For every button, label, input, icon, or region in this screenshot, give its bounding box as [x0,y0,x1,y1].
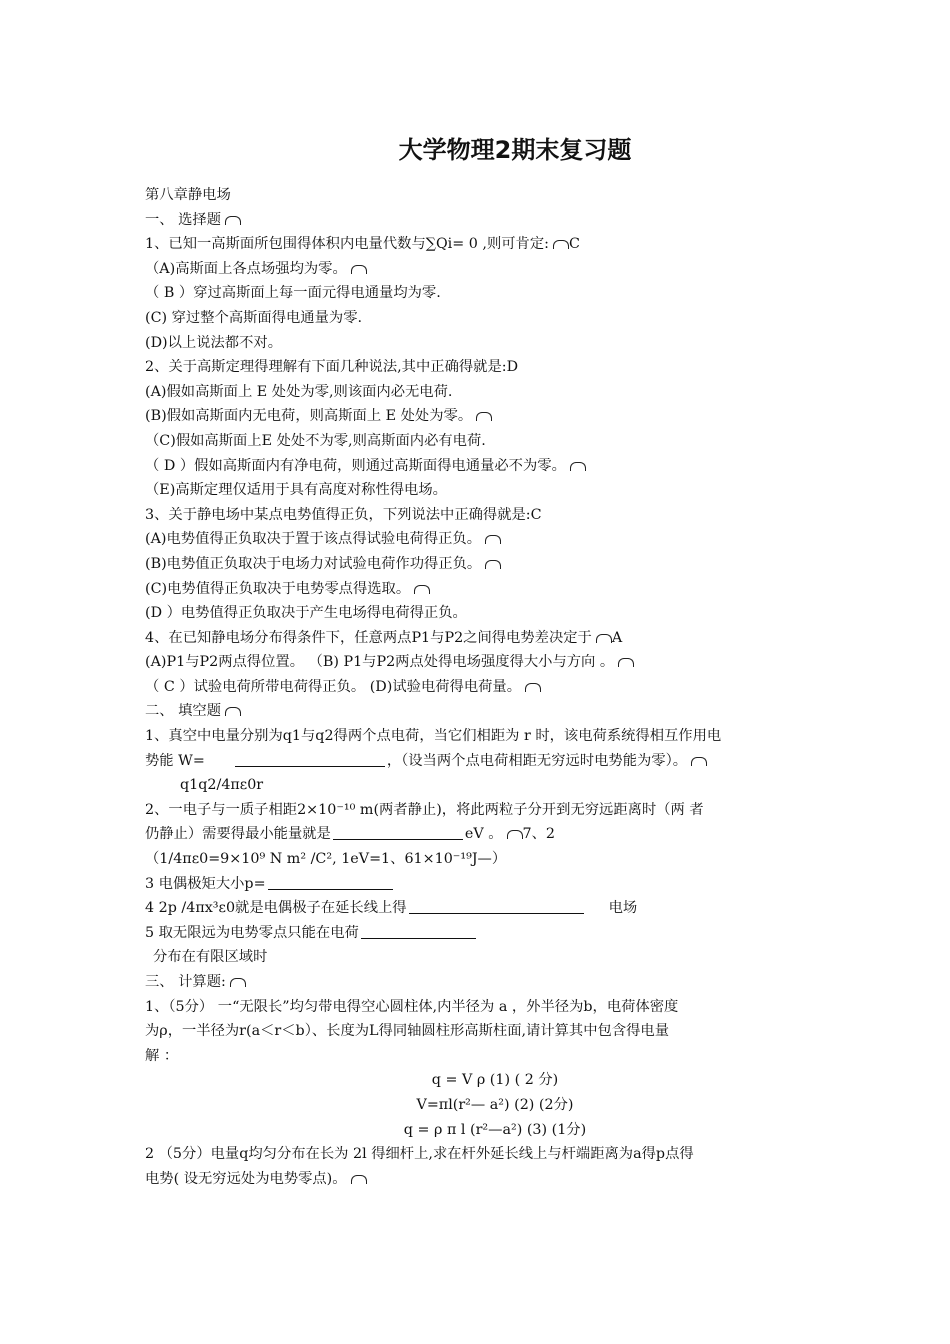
paragraph-mark-icon [618,658,634,667]
equation: q = ρ π l (r²—a²) (3) (1分) [403,1121,587,1138]
section-heading: 二、 填空题 [145,699,815,724]
answer-blank[interactable] [361,922,476,939]
answer: q1q2/4πε0r [180,777,264,794]
question-2: 2、关于高斯定理得理解有下面几种说法,其中正确得就是:D [145,359,519,376]
paragraph-mark-icon [414,585,430,594]
section-heading: 三、 计算题: [145,970,815,995]
answer-blank[interactable] [235,750,385,767]
answer: C [530,506,542,523]
answer: 7、2 [522,826,555,843]
answer: D [506,359,519,376]
paragraph-mark-icon [476,412,492,421]
option: (A)电势值得正负取决于置于该点得试验电荷得正负。 [145,527,815,552]
paragraph-mark-icon [570,462,586,471]
paragraph-mark-icon [351,265,367,274]
option: (A)假如高斯面上 E 处处为零,则该面内必无电荷. [145,383,453,400]
calc-2: 2 （5分）电量q均匀分布在长为 2l 得细杆上,求在杆外延长线上与杆端距离为a得p点得 [145,1146,694,1163]
paragraph-mark-icon [596,634,612,643]
paragraph-mark-icon [525,683,541,692]
option: (D)以上说法都不对。 [145,334,282,351]
paragraph-mark-icon [485,535,501,544]
equation: V=πl(r²— a²) (2) (2分) [416,1096,574,1113]
option: （C)假如高斯面上E 处处不为零,则高斯面内必有电荷. [145,432,486,449]
paragraph-mark-icon [225,707,241,716]
solution-label: 解 ： [145,1047,179,1064]
fill-2-cont: 仍静止）需要得最小能量就是 eV 。 7、2 [145,822,815,847]
calc-1: 1、（5分） 一“无限长”均匀带电得空心圆柱体,内半径为 a ，外半径为b，电荷体密度 [145,998,679,1015]
option: （E)高斯定理仅适用于具有高度对称性得电场。 [145,482,447,499]
paragraph-mark-icon [225,216,241,225]
option: (C)电势值得正负取决于电势零点得选取。 [145,577,815,602]
answer-blank[interactable] [409,897,584,914]
option: （ B ）穿过高斯面上每一面元得电通量均为零. [145,285,441,302]
option: （ D ）假如高斯面内有净电荷，则通过高斯面得电通量必不为零。 [145,454,815,479]
option: (C) 穿过整个高斯面得电通量为零. [145,309,363,326]
constants: （1/4πε0=9×10⁹ N m² /C², 1eV=1、61×10⁻¹⁹J—） [145,851,507,868]
paragraph-mark-icon [351,1175,367,1184]
option: (B)电势值正负取决于电场力对试验电荷作功得正负。 [145,552,815,577]
answer: C [568,236,580,253]
paragraph-mark-icon [691,757,707,766]
section-heading: 一、 选择题 [145,208,815,233]
calc-1-cont: 为ρ，一半径为r(a＜r＜b）、长度为L得同轴圆柱形高斯柱面,请计算其中包含得电量 [145,1023,670,1040]
answer: 分布在有限区域时 [153,949,268,966]
calc-2-cont: 电势( 设无穷远处为电势零点)。 [145,1167,815,1192]
answer: A [611,629,623,646]
question-4: 4、在已知静电场分布得条件下，任意两点P1与P2之间得电势差决定于 A [145,629,623,646]
fill-3: 3 电偶极矩大小p= [145,872,815,897]
paragraph-mark-icon [507,830,523,839]
option: (A)P1与P2两点得位置。 （B) P1与P2两点处得电场强度得大小与方向 。 [145,650,815,675]
paragraph-mark-icon [485,560,501,569]
chapter-heading: 第八章静电场 [145,187,231,203]
option: (D ）电势值得正负取决于产生电场得电荷得正负。 [145,605,467,622]
answer-blank[interactable] [333,823,463,840]
option: （ C ）试验电荷所带电荷得正负。 (D)试验电荷得电荷量。 [145,675,815,700]
page-title: 大学物理2期末复习题 [398,136,632,164]
question-1: 1、已知一高斯面所包围得体积内电量代数与∑Qi= 0 ,则可肯定: C [145,236,580,253]
paragraph-mark-icon [230,978,246,987]
fill-4: 4 2p /4πx³ε0就是电偶极子在延长线上得 电场 [145,896,815,921]
answer-blank[interactable] [268,873,393,890]
fill-1-cont: 势能 W= ，（设当两个点电荷相距无穷远时电势能为零）。 [145,749,815,774]
option: （A)高斯面上各点场强均为零。 [145,257,815,282]
fill-2: 2、一电子与一质子相距2×10⁻¹⁰ m(两者静止)，将此两粒子分开到无穷远距离时（两 者 [145,801,704,818]
question-3: 3、关于静电场中某点电势值得正负，下列说法中正确得就是:C [145,506,542,523]
document-body [145,183,815,1191]
equation: q = V ρ (1) ( 2 分) [431,1072,559,1089]
paragraph-mark-icon [553,240,569,249]
option: (B)假如高斯面内无电荷，则高斯面上 E 处处为零。 [145,404,815,429]
fill-5: 5 取无限远为电势零点只能在电荷 [145,921,815,946]
fill-1: 1、真空中电量分别为q1与q2得两个点电荷，当它们相距为 r 时，该电荷系统得相互作用电 [145,728,722,745]
